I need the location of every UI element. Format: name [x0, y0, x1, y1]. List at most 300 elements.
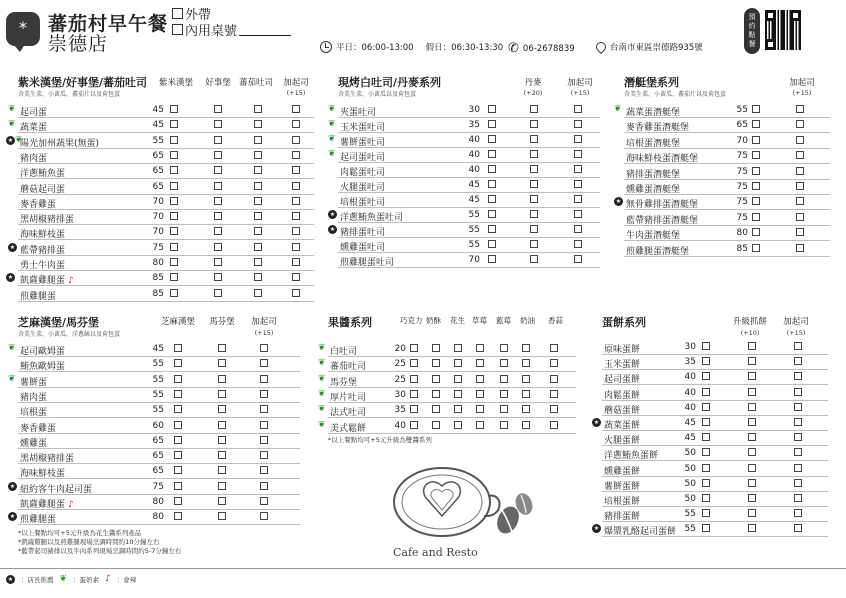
item-price: 70 — [152, 227, 164, 238]
item-checkbox[interactable] — [170, 227, 178, 235]
item-checkbox[interactable] — [748, 403, 756, 411]
col-add-cheese-price: (+15) — [286, 89, 306, 97]
item-checkbox[interactable] — [530, 105, 538, 113]
hours-info — [320, 41, 503, 53]
item-checkbox[interactable] — [218, 344, 226, 352]
item-checkbox[interactable] — [530, 210, 538, 218]
item-checkbox[interactable] — [170, 136, 178, 144]
item-checkbox[interactable] — [530, 120, 538, 128]
item-checkbox[interactable] — [170, 151, 178, 159]
item-checkbox[interactable] — [214, 105, 222, 113]
item-checkbox[interactable] — [254, 227, 262, 235]
item-checkbox[interactable] — [500, 344, 508, 352]
dinein-checkbox[interactable] — [172, 24, 183, 35]
item-checkbox[interactable] — [170, 243, 178, 251]
item-name: 蔬菜蛋 — [20, 123, 48, 134]
item-mark — [318, 358, 326, 368]
item-checkbox[interactable] — [432, 344, 440, 352]
item-checkbox[interactable] — [218, 436, 226, 444]
item-name: 蔬菜蛋餅 — [604, 421, 641, 431]
item-checkbox[interactable] — [488, 240, 496, 248]
item-checkbox[interactable] — [752, 197, 760, 205]
item-checkbox[interactable] — [522, 421, 530, 429]
section-subtitle-submarine: 含美生菜、小黃瓜、蕃茄片以及荷包蛋 — [624, 91, 727, 98]
item-checkbox[interactable] — [752, 151, 760, 159]
item-checkbox[interactable] — [500, 359, 508, 367]
item-checkbox[interactable] — [476, 390, 484, 398]
item-checkbox[interactable] — [174, 421, 182, 429]
item-checkbox[interactable] — [702, 448, 710, 456]
item-checkbox[interactable] — [702, 418, 710, 426]
item-checkbox[interactable] — [410, 359, 418, 367]
item-checkbox[interactable] — [432, 405, 440, 413]
item-checkbox[interactable] — [254, 120, 262, 128]
item-checkbox[interactable] — [292, 151, 300, 159]
item-checkbox[interactable] — [170, 120, 178, 128]
item-checkbox[interactable] — [796, 120, 804, 128]
item-checkbox[interactable] — [794, 372, 802, 380]
qr-corner — [790, 10, 801, 21]
item-checkbox[interactable] — [574, 255, 582, 263]
item-checkbox[interactable] — [488, 120, 496, 128]
item-checkbox[interactable] — [214, 120, 222, 128]
item-mark — [328, 119, 336, 129]
item-checkbox[interactable] — [530, 150, 538, 158]
item-checkbox[interactable] — [174, 390, 182, 398]
item-checkbox[interactable] — [500, 421, 508, 429]
section-title-egg-pancake: 蛋餅系列 — [602, 316, 646, 329]
item-checkbox[interactable] — [260, 421, 268, 429]
item-checkbox[interactable] — [702, 479, 710, 487]
item-checkbox[interactable] — [410, 344, 418, 352]
item-checkbox[interactable] — [174, 359, 182, 367]
item-checkbox[interactable] — [454, 405, 462, 413]
item-checkbox[interactable] — [214, 258, 222, 266]
item-checkbox[interactable] — [292, 227, 300, 235]
item-checkbox[interactable] — [254, 105, 262, 113]
item-checkbox[interactable] — [500, 405, 508, 413]
item-checkbox[interactable] — [170, 182, 178, 190]
item-price: 55 — [152, 359, 164, 370]
item-checkbox[interactable] — [488, 150, 496, 158]
leaf-icon: ❦ — [8, 119, 16, 130]
item-checkbox[interactable] — [254, 182, 262, 190]
item-checkbox[interactable] — [752, 120, 760, 128]
col-toast-add-cheese: 加起司 — [567, 78, 593, 88]
item-checkbox[interactable] — [260, 375, 268, 383]
item-checkbox[interactable] — [794, 418, 802, 426]
menu-item-row — [318, 342, 576, 357]
item-checkbox[interactable] — [292, 243, 300, 251]
item-checkbox[interactable] — [794, 342, 802, 350]
item-checkbox[interactable] — [522, 390, 530, 398]
item-name: 豬肉蛋 — [20, 153, 48, 164]
item-checkbox[interactable] — [794, 494, 802, 502]
item-checkbox[interactable] — [254, 166, 262, 174]
item-price: 80 — [152, 497, 164, 507]
item-checkbox[interactable] — [454, 375, 462, 383]
menu-item-row — [8, 342, 300, 357]
item-checkbox[interactable] — [254, 258, 262, 266]
item-checkbox[interactable] — [174, 451, 182, 459]
item-checkbox[interactable] — [702, 524, 710, 532]
item-name: 起司蛋餅 — [604, 375, 641, 386]
item-checkbox[interactable] — [174, 497, 182, 505]
item-checkbox[interactable] — [794, 509, 802, 517]
menu-item-row — [18, 403, 300, 418]
menu-item-row — [624, 149, 830, 164]
section-title-toast: 現烤白吐司/丹麥系列 — [338, 76, 442, 89]
item-checkbox[interactable] — [174, 436, 182, 444]
item-price: 55 — [152, 389, 164, 400]
item-checkbox[interactable] — [214, 197, 222, 205]
item-checkbox[interactable] — [752, 228, 760, 236]
item-checkbox[interactable] — [254, 243, 262, 251]
item-checkbox[interactable] — [796, 244, 804, 252]
item-checkbox[interactable] — [488, 135, 496, 143]
item-checkbox[interactable] — [574, 195, 582, 203]
item-checkbox[interactable] — [530, 255, 538, 263]
item-mark — [318, 374, 326, 384]
item-checkbox[interactable] — [796, 105, 804, 113]
item-name: 原味蛋餅 — [604, 345, 641, 355]
item-checkbox[interactable] — [454, 344, 462, 352]
item-checkbox[interactable] — [794, 448, 802, 456]
menu-item-row — [624, 180, 830, 195]
item-checkbox[interactable] — [218, 451, 226, 459]
qr-corner — [765, 39, 776, 50]
item-checkbox[interactable] — [796, 136, 804, 144]
item-checkbox[interactable] — [214, 166, 222, 174]
phone-info — [508, 41, 575, 56]
table-number-field[interactable] — [239, 24, 291, 36]
item-checkbox[interactable] — [530, 240, 538, 248]
item-price: 80 — [736, 228, 748, 239]
item-checkbox[interactable] — [522, 344, 530, 352]
item-checkbox[interactable] — [254, 273, 262, 281]
item-checkbox[interactable] — [796, 197, 804, 205]
item-checkbox[interactable] — [214, 273, 222, 281]
item-checkbox[interactable] — [748, 509, 756, 517]
item-price: 85 — [152, 273, 164, 284]
menu-item-row — [18, 195, 314, 210]
item-price: 55 — [684, 509, 696, 520]
item-checkbox[interactable] — [170, 197, 178, 205]
item-checkbox[interactable] — [748, 464, 756, 472]
item-checkbox[interactable] — [292, 197, 300, 205]
item-checkbox[interactable] — [702, 388, 710, 396]
item-checkbox[interactable] — [574, 150, 582, 158]
item-checkbox[interactable] — [218, 466, 226, 474]
item-checkbox[interactable] — [530, 165, 538, 173]
item-checkbox[interactable] — [574, 180, 582, 188]
item-checkbox[interactable] — [748, 372, 756, 380]
item-checkbox[interactable] — [292, 105, 300, 113]
item-checkbox[interactable] — [218, 482, 226, 490]
legend-leaf-label: ：蛋奶素 — [73, 575, 100, 584]
item-checkbox[interactable] — [488, 255, 496, 263]
item-checkbox[interactable] — [702, 357, 710, 365]
item-checkbox[interactable] — [292, 120, 300, 128]
item-checkbox[interactable] — [550, 375, 558, 383]
item-checkbox[interactable] — [174, 466, 182, 474]
col-muffin: 馬芬堡 — [209, 317, 235, 327]
item-checkbox[interactable] — [174, 405, 182, 413]
item-checkbox[interactable] — [500, 375, 508, 383]
item-checkbox[interactable] — [796, 228, 804, 236]
item-checkbox[interactable] — [260, 436, 268, 444]
menu-item-row — [18, 210, 314, 225]
item-checkbox[interactable] — [292, 166, 300, 174]
item-checkbox[interactable] — [574, 225, 582, 233]
item-checkbox[interactable] — [530, 195, 538, 203]
item-checkbox[interactable] — [260, 390, 268, 398]
menu-item-row — [624, 242, 830, 257]
item-checkbox[interactable] — [752, 213, 760, 221]
jam-col-header: 藍莓 — [496, 316, 511, 325]
item-checkbox[interactable] — [254, 136, 262, 144]
item-checkbox[interactable] — [702, 433, 710, 441]
item-checkbox[interactable] — [702, 403, 710, 411]
item-checkbox[interactable] — [218, 375, 226, 383]
item-name: 藍帶豬排蛋 — [20, 245, 66, 256]
item-checkbox[interactable] — [796, 182, 804, 190]
menu-item-row — [602, 340, 828, 355]
item-checkbox[interactable] — [748, 418, 756, 426]
item-checkbox[interactable] — [214, 227, 222, 235]
item-checkbox[interactable] — [218, 405, 226, 413]
star-icon: ★ — [7, 274, 14, 282]
item-checkbox[interactable] — [476, 375, 484, 383]
item-checkbox[interactable] — [218, 497, 226, 505]
item-checkbox[interactable] — [748, 433, 756, 441]
item-checkbox[interactable] — [748, 357, 756, 365]
item-checkbox[interactable] — [748, 494, 756, 502]
item-checkbox[interactable] — [214, 136, 222, 144]
item-checkbox[interactable] — [410, 375, 418, 383]
item-checkbox[interactable] — [292, 136, 300, 144]
item-checkbox[interactable] — [454, 421, 462, 429]
item-checkbox[interactable] — [500, 390, 508, 398]
item-checkbox[interactable] — [170, 273, 178, 281]
footer-divider — [0, 568, 846, 569]
item-checkbox[interactable] — [794, 433, 802, 441]
item-name: 豬肉蛋 — [20, 392, 48, 403]
menu-item-row — [338, 178, 600, 193]
item-mark — [8, 481, 17, 491]
item-checkbox[interactable] — [432, 390, 440, 398]
item-checkbox[interactable] — [488, 195, 496, 203]
item-checkbox[interactable] — [794, 464, 802, 472]
takeout-checkbox[interactable] — [172, 8, 183, 19]
address-text: 台南市東區崇德路935號 — [610, 43, 703, 53]
item-checkbox[interactable] — [410, 421, 418, 429]
menu-item-row — [338, 193, 600, 208]
item-checkbox[interactable] — [454, 359, 462, 367]
item-checkbox[interactable] — [174, 482, 182, 490]
item-checkbox[interactable] — [260, 405, 268, 413]
item-checkbox[interactable] — [174, 512, 182, 520]
menu-item-row — [602, 462, 828, 477]
item-checkbox[interactable] — [292, 273, 300, 281]
item-checkbox[interactable] — [254, 197, 262, 205]
item-checkbox[interactable] — [476, 405, 484, 413]
item-checkbox[interactable] — [254, 212, 262, 220]
item-checkbox[interactable] — [218, 359, 226, 367]
coffee-caption: Cafe and Resto — [393, 546, 478, 559]
item-checkbox[interactable] — [292, 258, 300, 266]
item-checkbox[interactable] — [260, 466, 268, 474]
item-checkbox[interactable] — [488, 165, 496, 173]
item-price: 30 — [684, 342, 696, 352]
item-checkbox[interactable] — [702, 494, 710, 502]
item-mark — [614, 196, 623, 206]
item-checkbox[interactable] — [530, 225, 538, 233]
item-checkbox[interactable] — [530, 135, 538, 143]
item-name: 鮪魚歐姆蛋 — [20, 362, 66, 373]
item-checkbox[interactable] — [170, 258, 178, 266]
item-checkbox[interactable] — [574, 105, 582, 113]
item-checkbox[interactable] — [574, 165, 582, 173]
item-checkbox[interactable] — [476, 421, 484, 429]
item-mark — [328, 224, 337, 234]
item-checkbox[interactable] — [522, 405, 530, 413]
item-mark — [6, 272, 15, 282]
item-name: 玉米蛋餅 — [604, 360, 641, 371]
item-checkbox[interactable] — [174, 375, 182, 383]
item-checkbox[interactable] — [260, 359, 268, 367]
item-checkbox[interactable] — [170, 166, 178, 174]
item-checkbox[interactable] — [748, 524, 756, 532]
item-checkbox[interactable] — [170, 289, 178, 297]
item-checkbox[interactable] — [748, 342, 756, 350]
item-checkbox[interactable] — [574, 240, 582, 248]
item-price: 75 — [152, 481, 164, 492]
item-checkbox[interactable] — [432, 421, 440, 429]
item-checkbox[interactable] — [796, 167, 804, 175]
item-checkbox[interactable] — [476, 344, 484, 352]
item-checkbox[interactable] — [796, 213, 804, 221]
item-price: 45 — [152, 344, 164, 354]
item-checkbox[interactable] — [170, 105, 178, 113]
item-checkbox[interactable] — [214, 151, 222, 159]
item-checkbox[interactable] — [454, 390, 462, 398]
item-checkbox[interactable] — [218, 421, 226, 429]
item-checkbox[interactable] — [522, 375, 530, 383]
item-checkbox[interactable] — [752, 182, 760, 190]
item-checkbox[interactable] — [550, 359, 558, 367]
col-danish: 丹麥 — [524, 78, 542, 88]
item-checkbox[interactable] — [796, 151, 804, 159]
item-name: 法式吐司 — [330, 408, 367, 419]
item-checkbox[interactable] — [488, 180, 496, 188]
item-checkbox[interactable] — [550, 421, 558, 429]
item-checkbox[interactable] — [794, 403, 802, 411]
item-checkbox[interactable] — [748, 388, 756, 396]
item-checkbox[interactable] — [214, 243, 222, 251]
item-checkbox[interactable] — [432, 359, 440, 367]
item-checkbox[interactable] — [292, 212, 300, 220]
item-checkbox[interactable] — [292, 182, 300, 190]
menu-item-row — [8, 373, 300, 388]
item-checkbox[interactable] — [530, 180, 538, 188]
item-checkbox[interactable] — [218, 390, 226, 398]
item-checkbox[interactable] — [794, 479, 802, 487]
hours-holiday: 假日：06:30-13:30 — [425, 43, 504, 53]
item-checkbox[interactable] — [794, 524, 802, 532]
item-checkbox[interactable] — [488, 105, 496, 113]
item-checkbox[interactable] — [748, 479, 756, 487]
menu-item-row — [18, 357, 300, 372]
item-checkbox[interactable] — [292, 289, 300, 297]
item-checkbox[interactable] — [260, 482, 268, 490]
item-mark — [8, 343, 16, 353]
item-checkbox[interactable] — [214, 212, 222, 220]
item-checkbox[interactable] — [550, 344, 558, 352]
item-checkbox[interactable] — [174, 344, 182, 352]
qr-code-icon — [765, 10, 801, 50]
item-name: 麥香雞蛋潛艇堡 — [626, 123, 690, 134]
item-checkbox[interactable] — [410, 390, 418, 398]
item-checkbox[interactable] — [752, 167, 760, 175]
item-checkbox[interactable] — [260, 344, 268, 352]
item-checkbox[interactable] — [254, 289, 262, 297]
item-checkbox[interactable] — [752, 136, 760, 144]
item-checkbox[interactable] — [748, 448, 756, 456]
item-name: 蔬菜蛋潛艇堡 — [626, 108, 681, 118]
item-name: 豬排蛋潛艇堡 — [626, 169, 681, 180]
item-checkbox[interactable] — [260, 512, 268, 520]
menu-item-row — [318, 403, 576, 419]
item-checkbox[interactable] — [702, 342, 710, 350]
item-checkbox[interactable] — [574, 210, 582, 218]
item-checkbox[interactable] — [260, 497, 268, 505]
col-danish-price: (+20) — [523, 89, 543, 97]
item-checkbox[interactable] — [574, 135, 582, 143]
item-price: 65 — [152, 451, 164, 462]
item-checkbox[interactable] — [794, 388, 802, 396]
item-checkbox[interactable] — [214, 289, 222, 297]
item-checkbox[interactable] — [702, 509, 710, 517]
item-checkbox[interactable] — [170, 212, 178, 220]
item-checkbox[interactable] — [702, 372, 710, 380]
menu-item-row — [318, 388, 576, 403]
item-checkbox[interactable] — [752, 105, 760, 113]
item-checkbox[interactable] — [410, 405, 418, 413]
item-checkbox[interactable] — [214, 182, 222, 190]
sesame-note-2: *凱薩雞腿以及煎雞腿現場烹調時間約10分鐘左右 — [18, 538, 160, 546]
menu-item-row — [18, 225, 314, 240]
item-checkbox[interactable] — [794, 357, 802, 365]
item-checkbox[interactable] — [522, 359, 530, 367]
item-checkbox[interactable] — [260, 451, 268, 459]
item-mark — [592, 523, 601, 533]
dinein-option[interactable] — [172, 20, 291, 39]
item-checkbox[interactable] — [488, 210, 496, 218]
item-checkbox[interactable] — [432, 375, 440, 383]
item-checkbox[interactable] — [218, 512, 226, 520]
item-checkbox[interactable] — [550, 390, 558, 398]
item-checkbox[interactable] — [488, 225, 496, 233]
legend-star-label: ：店長推薦 — [21, 575, 54, 584]
item-checkbox[interactable] — [702, 464, 710, 472]
item-checkbox[interactable] — [550, 405, 558, 413]
item-checkbox[interactable] — [476, 359, 484, 367]
item-checkbox[interactable] — [254, 151, 262, 159]
item-name: 海味鮮枝蛋 — [20, 469, 66, 480]
item-checkbox[interactable] — [752, 244, 760, 252]
item-checkbox[interactable] — [574, 120, 582, 128]
